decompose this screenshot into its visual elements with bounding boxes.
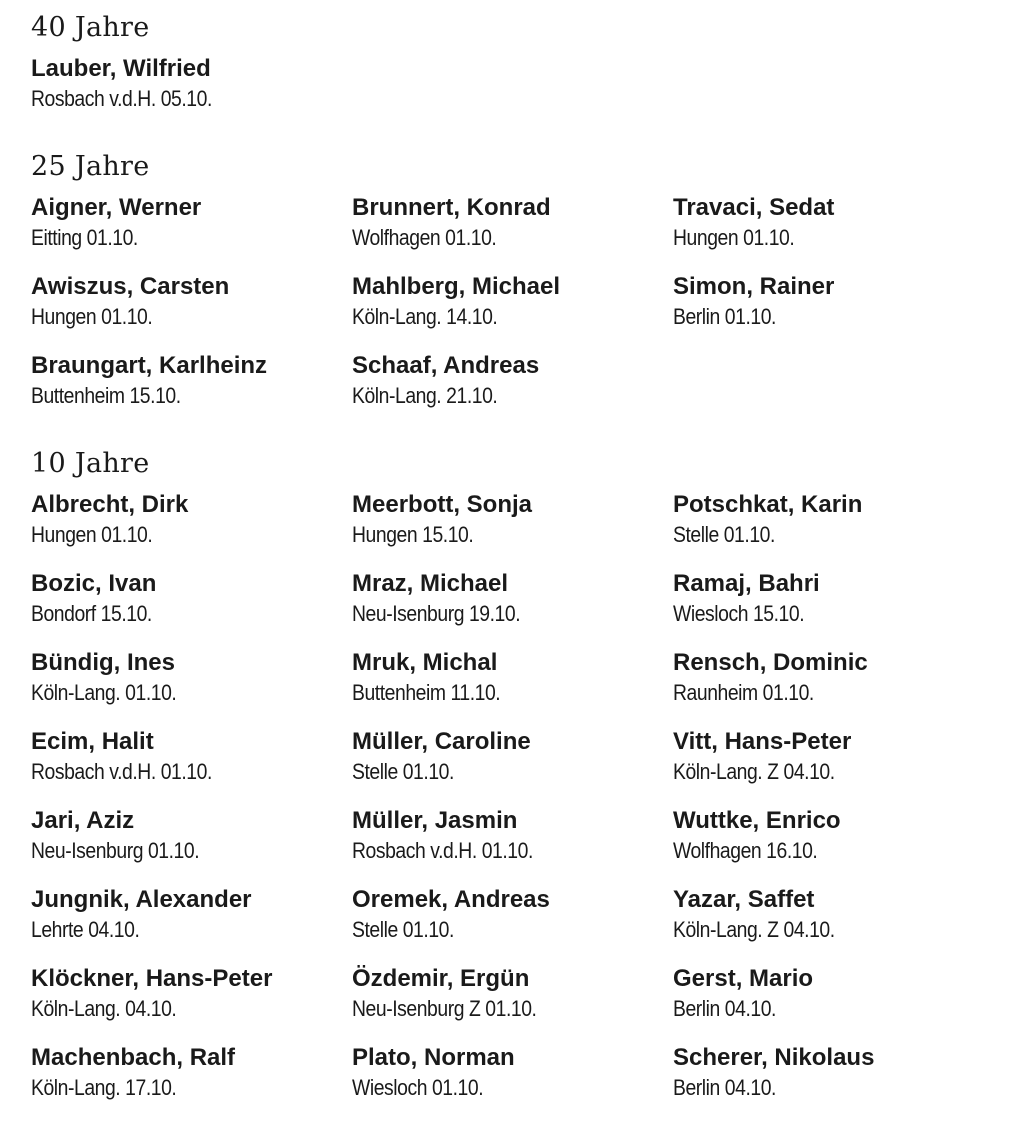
entry-location-date: Berlin 01.10. <box>673 304 776 329</box>
entry-name: Mraz, Michael <box>352 570 509 597</box>
jubilee-entry <box>31 569 352 648</box>
jubilee-entry <box>673 964 994 1043</box>
entry-name: Yazar, Saffet <box>673 886 815 913</box>
jubilee-entry <box>31 648 352 727</box>
entry-location-date: Lehrte 04.10. <box>31 917 140 942</box>
jubilee-entry <box>352 193 673 272</box>
jubilee-entry <box>352 1043 673 1122</box>
entry-location-date: Rosbach v.d.H. 05.10. <box>31 86 212 111</box>
jubilee-entry <box>31 272 352 351</box>
jubilee-entry <box>31 193 352 272</box>
entry-name: Gerst, Mario <box>673 965 814 992</box>
jubilee-entry <box>31 727 352 806</box>
entry-name: Rensch, Dominic <box>673 649 868 676</box>
jubilee-entry <box>352 806 673 885</box>
jubilee-entry <box>673 569 994 648</box>
entry-location-date: Hungen 15.10. <box>352 522 474 547</box>
entry-name: Jari, Aziz <box>31 807 135 834</box>
entry-name: Oremek, Andreas <box>352 886 550 913</box>
entry-location-date: Wolfhagen 01.10. <box>352 225 497 250</box>
jubilee-entry <box>352 351 673 430</box>
entry-name: Scherer, Nikolaus <box>673 1044 875 1071</box>
entry-location-date: Buttenheim 15.10. <box>31 383 181 408</box>
entry-location-date: Buttenheim 11.10. <box>352 680 501 705</box>
entry-name: Aigner, Werner <box>31 194 202 221</box>
jubilee-entry <box>352 569 673 648</box>
entry-name: Simon, Rainer <box>673 273 835 300</box>
entry-name: Vitt, Hans-Peter <box>673 728 852 755</box>
jubilee-entry <box>673 1043 994 1122</box>
entry-location-date: Wolfhagen 16.10. <box>673 838 818 863</box>
jubilee-entry <box>31 54 352 133</box>
entry-location-date: Stelle 01.10. <box>352 917 454 942</box>
entry-location-date: Rosbach v.d.H. 01.10. <box>31 759 212 784</box>
entry-location-date: Berlin 04.10. <box>673 996 776 1021</box>
jubilee-entry <box>673 806 994 885</box>
jubilee-entry <box>352 272 673 351</box>
jubilee-entry <box>673 648 994 727</box>
entry-name: Mruk, Michal <box>352 649 498 676</box>
entry-location-date: Köln-Lang. 21.10. <box>352 383 498 408</box>
entry-name: Klöckner, Hans-Peter <box>31 965 273 992</box>
entry-location-date: Neu-Isenburg 01.10. <box>31 838 200 863</box>
entry-location-date: Raunheim 01.10. <box>673 680 814 705</box>
entry-name: Wuttke, Enrico <box>673 807 841 834</box>
jubilee-entry <box>352 490 673 569</box>
jubilee-entry <box>31 1043 352 1122</box>
entry-location-date: Berlin 04.10. <box>673 1075 776 1100</box>
entry-location-date: Köln-Lang. 14.10. <box>352 304 498 329</box>
entry-location-date: Köln-Lang. Z 04.10. <box>673 917 835 942</box>
entry-location-date: Rosbach v.d.H. 01.10. <box>352 838 533 863</box>
jubilee-entry <box>31 964 352 1043</box>
entry-location-date: Köln-Lang. Z 04.10. <box>673 759 835 784</box>
entry-name: Müller, Jasmin <box>352 807 518 834</box>
entry-list-40-jahre <box>31 54 994 133</box>
entry-name: Lauber, Wilfried <box>31 55 211 82</box>
entry-name: Ecim, Halit <box>31 728 154 755</box>
section-title-25-jahre: 25 Jahre <box>31 151 150 182</box>
entry-name: Müller, Caroline <box>352 728 531 755</box>
entry-name: Machenbach, Ralf <box>31 1044 236 1071</box>
jubilee-entry <box>673 272 994 351</box>
entry-name: Awiszus, Carsten <box>31 273 230 300</box>
entry-name: Brunnert, Konrad <box>352 194 551 221</box>
entry-name: Travaci, Sedat <box>673 194 835 221</box>
jubilee-entry <box>31 885 352 964</box>
jubilee-entry <box>31 490 352 569</box>
entry-name: Potschkat, Karin <box>673 491 863 518</box>
entry-name: Jungnik, Alexander <box>31 886 252 913</box>
entry-location-date: Stelle 01.10. <box>352 759 454 784</box>
entry-location-date: Eitting 01.10. <box>31 225 138 250</box>
jubilee-entry <box>31 351 352 430</box>
entry-name: Braungart, Karlheinz <box>31 352 268 379</box>
entry-name: Albrecht, Dirk <box>31 491 189 518</box>
entry-list-25-jahre <box>31 193 994 430</box>
entry-location-date: Hungen 01.10. <box>673 225 795 250</box>
entry-name: Özdemir, Ergün <box>352 965 530 992</box>
jubilee-entry <box>352 648 673 727</box>
entry-list-10-jahre <box>31 490 994 1122</box>
entry-name: Schaaf, Andreas <box>352 352 540 379</box>
entry-location-date: Köln-Lang. 01.10. <box>31 680 177 705</box>
entry-location-date: Köln-Lang. 17.10. <box>31 1075 177 1100</box>
entry-location-date: Wiesloch 01.10. <box>352 1075 484 1100</box>
entry-name: Bozic, Ivan <box>31 570 157 597</box>
entry-name: Ramaj, Bahri <box>673 570 820 597</box>
jubilee-entry <box>352 727 673 806</box>
entry-location-date: Hungen 01.10. <box>31 522 153 547</box>
entry-location-date: Hungen 01.10. <box>31 304 153 329</box>
jubilee-entry <box>352 964 673 1043</box>
jubilee-entry <box>673 490 994 569</box>
entry-location-date: Wiesloch 15.10. <box>673 601 805 626</box>
entry-location-date: Neu-Isenburg 19.10. <box>352 601 521 626</box>
jubilee-entry <box>673 885 994 964</box>
jubilee-entry <box>31 806 352 885</box>
section-title-10-jahre: 10 Jahre <box>31 448 150 479</box>
jubilee-entry <box>673 193 994 272</box>
entry-location-date: Köln-Lang. 04.10. <box>31 996 177 1021</box>
entry-location-date: Stelle 01.10. <box>673 522 775 547</box>
entry-name: Mahlberg, Michael <box>352 273 561 300</box>
entry-name: Bündig, Ines <box>31 649 175 676</box>
section-title-40-jahre: 40 Jahre <box>31 12 150 43</box>
jubilee-entry <box>352 885 673 964</box>
entry-name: Meerbott, Sonja <box>352 491 533 518</box>
jubilee-entry <box>673 727 994 806</box>
entry-location-date: Neu-Isenburg Z 01.10. <box>352 996 537 1021</box>
entry-name: Plato, Norman <box>352 1044 515 1071</box>
entry-location-date: Bondorf 15.10. <box>31 601 152 626</box>
